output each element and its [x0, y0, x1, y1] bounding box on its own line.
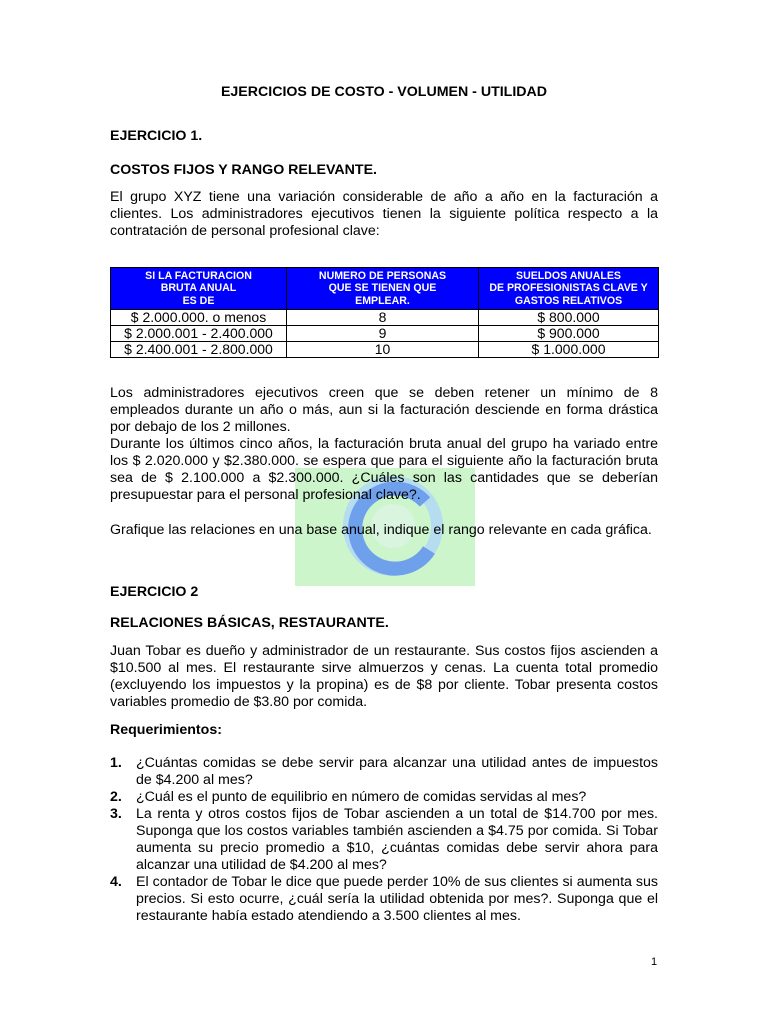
table-row [111, 326, 659, 342]
requirements-heading: Requerimientos: [110, 722, 222, 738]
list-number: 3. [110, 806, 122, 822]
table-cell: 8 [287, 310, 479, 326]
list-number: 2. [110, 789, 122, 805]
list-item [110, 806, 658, 874]
table-cell: 9 [287, 326, 479, 342]
table-row [111, 342, 659, 358]
list-text: El contador de Tobar le dice que puede perder 10% de sus clientes si aumenta sus precios. Si esto ocurre, ¿cuál sería la utilidad obtenida por mes?. Suponga que el restaurante había estado atendiendo a 3.500 clientes al mes. [136, 874, 658, 924]
table-cell: $ 2.400.001 - 2.800.000 [111, 342, 287, 358]
header-sueldos: SUELDOS ANUALES DE PROFESIONISTAS CLAVE Y GASTOS RELATIVOS [479, 268, 659, 310]
header-facturacion: SI LA FACTURACION BRUTA ANUAL ES DE [111, 268, 287, 310]
exercise-2-subheading: RELACIONES BÁSICAS, RESTAURANTE. [110, 615, 389, 631]
exercise-1-subheading: COSTOS FIJOS Y RANGO RELEVANTE. [110, 162, 377, 178]
table-cell: $ 900.000 [479, 326, 659, 342]
table-header-row [111, 268, 659, 310]
table-cell: 10 [287, 342, 479, 358]
list-item [110, 874, 658, 925]
table-cell: $ 2.000.000. o menos [111, 310, 287, 326]
list-text: ¿Cuál es el punto de equilibrio en número de comidas servidas al mes? [136, 789, 587, 805]
requirements-list [110, 755, 658, 925]
table-row [111, 310, 659, 326]
list-item [110, 755, 658, 789]
table-cell: $ 1.000.000 [479, 342, 659, 358]
exercise-1-paragraph-3: Grafique las relaciones en una base anual, indique el rango relevante en cada gráfica. [110, 522, 652, 538]
exercise-1-paragraph-1: Los administradores ejecutivos creen que se deben retener un mínimo de 8 empleados durante un año o más, aun si la facturación desciende en forma drástica por debajo de los 2 millones. [110, 385, 658, 435]
list-text: La renta y otros costos fijos de Tobar ascienden a un total de $14.700 por mes. Suponga que los costos variables también ascienden a $4.75 por comida. Si Tobar aumenta su precio promedio a $10, ¿cuántas comidas debe servir ahora para alcanzar una utilidad de $4.200 al mes? [136, 806, 658, 873]
exercise-1-paragraph-2: Durante los últimos cinco años, la facturación bruta anual del grupo ha variado entre los $ 2.020.000 y $2.380.000. se espera que para el siguiente año la facturación bruta sea de $ 2.100.000 a $2.300.000. ¿Cuáles son las cantidades que se deberían presupuestar para el personal profesional clave?. [110, 436, 658, 503]
document-title: EJERCICIOS DE COSTO - VOLUMEN - UTILIDAD [220, 84, 548, 100]
exercise-1-intro: El grupo XYZ tiene una variación considerable de año a año en la facturación a clientes. Los administradores ejecutivos tienen la siguiente política respecto a la contratación de personal profesional clave: [110, 189, 658, 239]
page-number: 1 [651, 956, 658, 968]
list-number: 1. [110, 755, 122, 771]
exercise-2-heading: EJERCICIO 2 [110, 584, 199, 600]
header-personas: NUMERO DE PERSONAS QUE SE TIENEN QUE EMPLEAR. [287, 268, 479, 310]
table-cell: $ 2.000.001 - 2.400.000 [111, 326, 287, 342]
table-cell: $ 800.000 [479, 310, 659, 326]
list-item [110, 789, 658, 806]
exercise-2-intro: Juan Tobar es dueño y administrador de un restaurante. Sus costos fijos ascienden a $10.500 al mes. El restaurante sirve almuerzos y cenas. La cuenta total promedio (excluyendo los impuestos y la propina) es de $8 por cliente. Tobar presenta costos variables promedio de $3.80 por comida. [110, 643, 658, 710]
exercise-1-heading: EJERCICIO 1. [110, 128, 203, 144]
list-text: ¿Cuántas comidas se debe servir para alcanzar una utilidad antes de impuestos de $4.200 al mes? [136, 755, 658, 788]
list-number: 4. [110, 874, 122, 890]
personnel-cost-table [110, 267, 659, 358]
